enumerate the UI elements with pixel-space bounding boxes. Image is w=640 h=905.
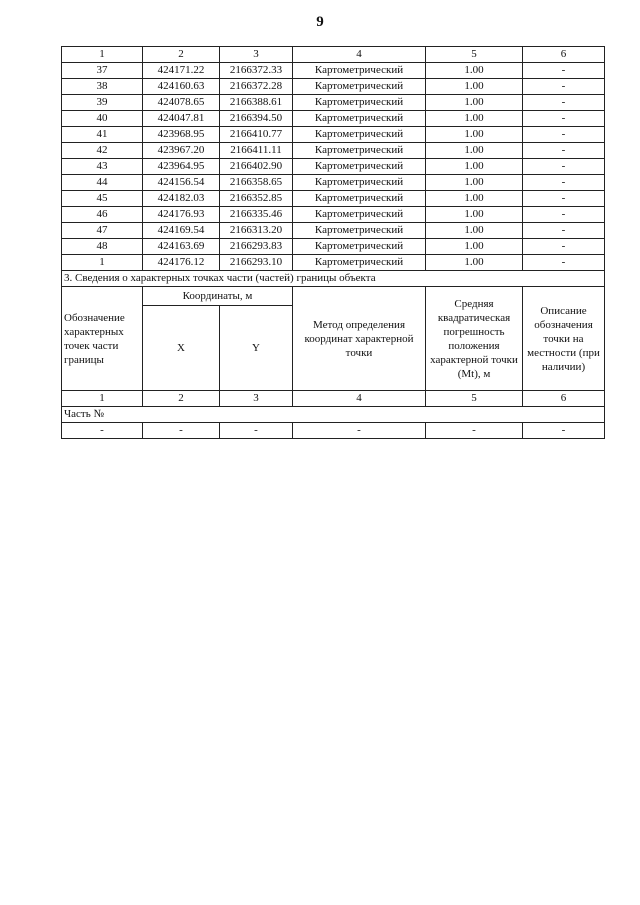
empty-cell: - xyxy=(293,423,426,439)
method: Картометрический xyxy=(293,159,426,175)
empty-row xyxy=(62,423,605,439)
coord-x: 423967.20 xyxy=(143,143,220,159)
coord-x: 424078.65 xyxy=(143,95,220,111)
header-error: Средняя квадратическая погрешность положения характерной точки (Mt), м xyxy=(426,287,523,391)
coord-y: 2166293.83 xyxy=(220,239,293,255)
table-row xyxy=(62,175,605,191)
table-row xyxy=(62,239,605,255)
header-y: Y xyxy=(220,306,293,391)
coord-y: 2166293.10 xyxy=(220,255,293,271)
point-number: 45 xyxy=(62,191,143,207)
error-value: 1.00 xyxy=(426,255,523,271)
column-number: 3 xyxy=(220,391,293,407)
column-number: 2 xyxy=(143,391,220,407)
description: - xyxy=(523,175,605,191)
description: - xyxy=(523,111,605,127)
section3-header-row-1 xyxy=(62,287,605,306)
column-number: 6 xyxy=(523,391,605,407)
header-points-text: Обозначение характерных точек части границы xyxy=(64,311,125,366)
header-coords: Координаты, м xyxy=(143,287,293,306)
part-label-row xyxy=(62,407,605,423)
coord-y: 2166335.46 xyxy=(220,207,293,223)
coord-y: 2166372.33 xyxy=(220,63,293,79)
part-label: Часть № xyxy=(62,407,605,423)
coord-x: 424047.81 xyxy=(143,111,220,127)
point-number: 39 xyxy=(62,95,143,111)
method: Картометрический xyxy=(293,255,426,271)
page-number: 9 xyxy=(316,14,324,30)
coord-y: 2166372.28 xyxy=(220,79,293,95)
method: Картометрический xyxy=(293,207,426,223)
table-row xyxy=(62,207,605,223)
table-row xyxy=(62,127,605,143)
empty-cell: - xyxy=(426,423,523,439)
column-number: 5 xyxy=(426,47,523,63)
error-value: 1.00 xyxy=(426,111,523,127)
point-number: 42 xyxy=(62,143,143,159)
column-number: 4 xyxy=(293,391,426,407)
description: - xyxy=(523,207,605,223)
description: - xyxy=(523,95,605,111)
description: - xyxy=(523,127,605,143)
header-points xyxy=(62,287,143,391)
empty-cell: - xyxy=(523,423,605,439)
coord-y: 2166313.20 xyxy=(220,223,293,239)
table-row xyxy=(62,191,605,207)
error-value: 1.00 xyxy=(426,175,523,191)
column-number: 2 xyxy=(143,47,220,63)
method: Картометрический xyxy=(293,79,426,95)
description: - xyxy=(523,143,605,159)
error-value: 1.00 xyxy=(426,79,523,95)
coord-x: 424160.63 xyxy=(143,79,220,95)
coord-x: 424176.12 xyxy=(143,255,220,271)
table-row xyxy=(62,223,605,239)
point-number: 38 xyxy=(62,79,143,95)
section3-column-numbers-row xyxy=(62,391,605,407)
description: - xyxy=(523,63,605,79)
table-row xyxy=(62,255,605,271)
coord-y: 2166388.61 xyxy=(220,95,293,111)
description: - xyxy=(523,255,605,271)
error-value: 1.00 xyxy=(426,63,523,79)
method: Картометрический xyxy=(293,175,426,191)
error-value: 1.00 xyxy=(426,223,523,239)
point-number: 47 xyxy=(62,223,143,239)
coord-x: 424156.54 xyxy=(143,175,220,191)
column-number: 3 xyxy=(220,47,293,63)
point-number: 37 xyxy=(62,63,143,79)
point-number: 1 xyxy=(62,255,143,271)
method: Картометрический xyxy=(293,223,426,239)
coord-x: 424171.22 xyxy=(143,63,220,79)
section3-title-row xyxy=(62,271,605,287)
error-value: 1.00 xyxy=(426,239,523,255)
column-number: 1 xyxy=(62,47,143,63)
coord-y: 2166352.85 xyxy=(220,191,293,207)
method: Картометрический xyxy=(293,143,426,159)
method: Картометрический xyxy=(293,239,426,255)
point-number: 43 xyxy=(62,159,143,175)
error-value: 1.00 xyxy=(426,159,523,175)
error-value: 1.00 xyxy=(426,95,523,111)
coord-x: 424182.03 xyxy=(143,191,220,207)
header-x: X xyxy=(143,306,220,391)
header-method: Метод определения координат характерной точки xyxy=(293,287,426,391)
table-row xyxy=(62,79,605,95)
description: - xyxy=(523,191,605,207)
method: Картометрический xyxy=(293,95,426,111)
boundary-points-table xyxy=(61,46,605,439)
coord-y: 2166358.65 xyxy=(220,175,293,191)
point-number: 48 xyxy=(62,239,143,255)
method: Картометрический xyxy=(293,127,426,143)
section3-title: 3. Сведения о характерных точках части (частей) границы объекта xyxy=(62,271,605,287)
coord-x: 423968.95 xyxy=(143,127,220,143)
coord-y: 2166394.50 xyxy=(220,111,293,127)
coord-y: 2166410.77 xyxy=(220,127,293,143)
table-row xyxy=(62,159,605,175)
coord-x: 423964.95 xyxy=(143,159,220,175)
empty-cell: - xyxy=(220,423,293,439)
error-value: 1.00 xyxy=(426,207,523,223)
error-value: 1.00 xyxy=(426,143,523,159)
point-number: 44 xyxy=(62,175,143,191)
method: Картометрический xyxy=(293,191,426,207)
coord-x: 424163.69 xyxy=(143,239,220,255)
point-number: 40 xyxy=(62,111,143,127)
empty-cell: - xyxy=(62,423,143,439)
point-number: 46 xyxy=(62,207,143,223)
column-number: 6 xyxy=(523,47,605,63)
table-row xyxy=(62,143,605,159)
coord-x: 424176.93 xyxy=(143,207,220,223)
description: - xyxy=(523,223,605,239)
error-value: 1.00 xyxy=(426,191,523,207)
error-value: 1.00 xyxy=(426,127,523,143)
empty-cell: - xyxy=(143,423,220,439)
table-row xyxy=(62,111,605,127)
table-row xyxy=(62,63,605,79)
description: - xyxy=(523,159,605,175)
column-numbers-row xyxy=(62,47,605,63)
method: Картометрический xyxy=(293,63,426,79)
description: - xyxy=(523,239,605,255)
column-number: 4 xyxy=(293,47,426,63)
point-number: 41 xyxy=(62,127,143,143)
method: Картометрический xyxy=(293,111,426,127)
coord-y: 2166402.90 xyxy=(220,159,293,175)
column-number: 5 xyxy=(426,391,523,407)
coord-x: 424169.54 xyxy=(143,223,220,239)
coord-y: 2166411.11 xyxy=(220,143,293,159)
column-number: 1 xyxy=(62,391,143,407)
header-description: Описание обозначения точки на местности (при наличии) xyxy=(523,287,605,391)
table-row xyxy=(62,95,605,111)
description: - xyxy=(523,79,605,95)
